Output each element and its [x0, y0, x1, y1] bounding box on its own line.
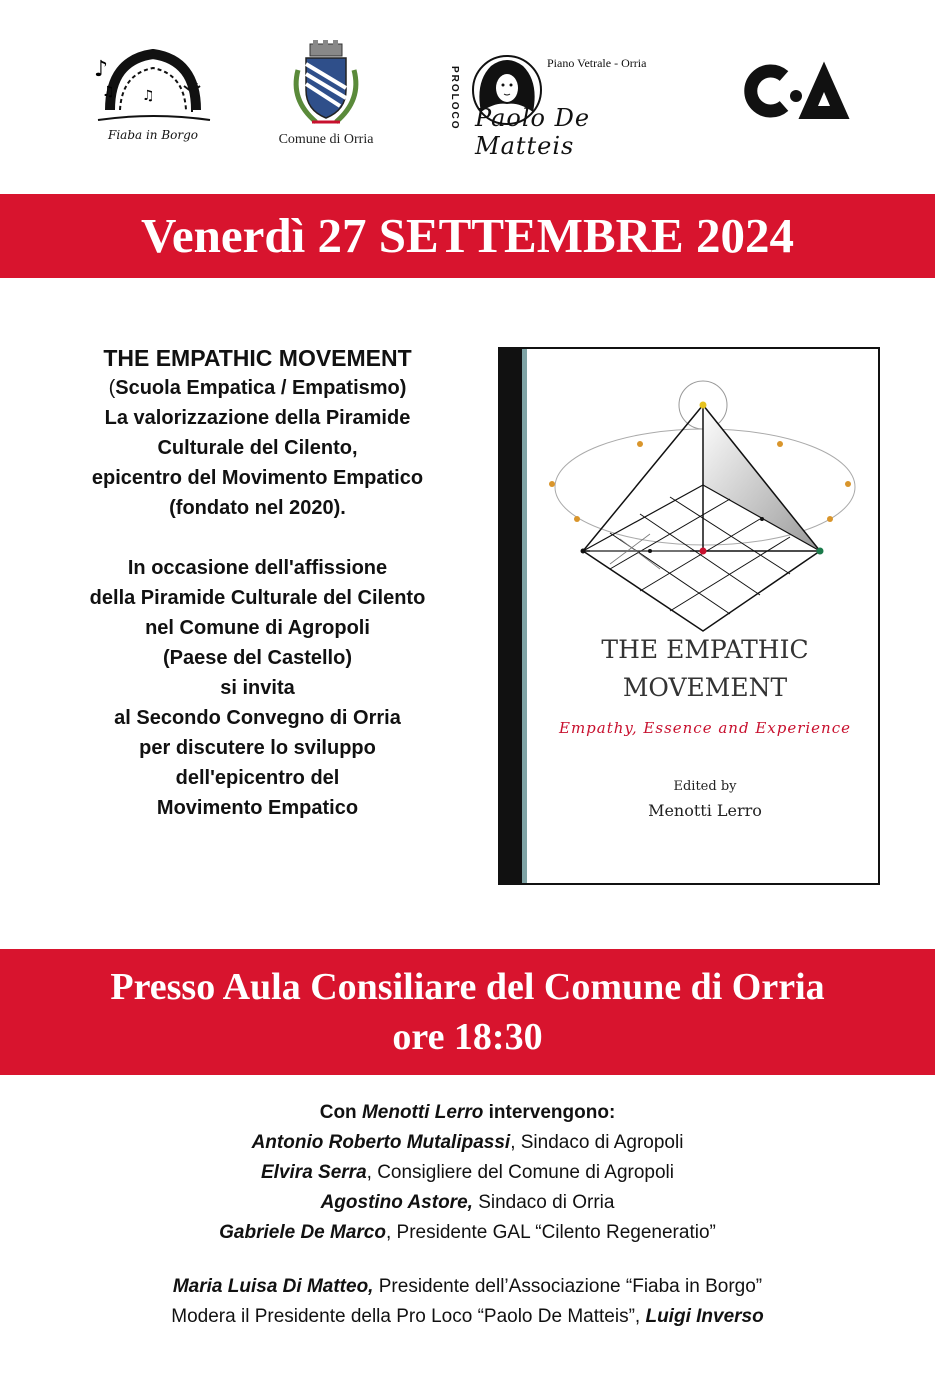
book-title-line2: MOVEMENT [622, 673, 788, 702]
ca-logo-mark [738, 60, 853, 122]
venue-banner [0, 949, 935, 1075]
invite-line: al Secondo Convegno di Orria [114, 707, 401, 729]
speakers-block [40, 1098, 895, 1332]
svg-text:♪: ♪ [94, 57, 109, 82]
intro-line: La valorizzazione della Piramide [104, 407, 411, 429]
invite-line: si invita [220, 677, 295, 699]
invite-line: della Piramide Culturale del Cilento [89, 587, 426, 609]
intro-text-block [40, 343, 475, 823]
book-spine-stripe [522, 349, 527, 883]
book-edited-by: Edited by [673, 779, 737, 794]
invite-line: dell'epicentro del [175, 767, 340, 789]
invite-line: nel Comune di Agropoli [145, 617, 370, 639]
closing-speaker: Maria Luisa Di Matteo, Presidente dell’Associazione “Fiaba in Borgo” [172, 1276, 763, 1297]
svg-text:♫: ♫ [142, 88, 155, 104]
book-subtitle: Empathy, Essence and Experience [559, 719, 851, 737]
intro-subtitle: (Scuola Empatica / Empatismo) [108, 377, 407, 399]
intro-line: epicentro del Movimento Empatico [91, 467, 424, 489]
book-cover [498, 347, 880, 885]
intro-line: Culturale del Cilento, [157, 437, 358, 459]
coat-of-arms-icon [266, 40, 386, 130]
speaker-item: Gabriele De Marco, Presidente GAL “Cilento Regeneratio” [219, 1222, 716, 1243]
intro-title: THE EMPATHIC MOVEMENT [103, 345, 412, 371]
fiaba-caption: Fiaba in Borgo [108, 128, 199, 142]
proloco-vertical-text: PROLOCO [449, 66, 460, 131]
ca-logo [738, 60, 853, 122]
proloco-top-text: Piano Vetrale - Orria [547, 56, 647, 70]
invite-line: Movimento Empatico [156, 797, 359, 819]
speaker-item: Elvira Serra, Consigliere del Comune di Agropoli [261, 1162, 674, 1183]
intro-line: (fondato nel 2020). [169, 497, 346, 519]
svg-text:♫: ♫ [102, 84, 115, 100]
moderator-line: Modera il Presidente della Pro Loco “Paolo De Matteis”, Luigi Inverso [171, 1306, 764, 1327]
venue-line: Presso Aula Consiliare del Comune di Orria [110, 966, 825, 1008]
book-title-line1: THE EMPATHIC [601, 635, 809, 664]
invite-line: In occasione dell'affissione [127, 557, 388, 579]
pyramid-illustration [540, 369, 860, 639]
comune-di-orria-logo [266, 40, 386, 152]
date-banner: Venerdì 27 SETTEMBRE 2024 [0, 194, 935, 278]
proloco-logo [449, 52, 675, 160]
speakers-intro: Con Menotti Lerro intervengono: [319, 1102, 616, 1123]
venue-time: ore 18:30 [392, 1016, 543, 1058]
fiaba-in-borgo-logo [88, 40, 218, 150]
book-author: Menotti Lerro [648, 801, 762, 820]
speaker-item: Agostino Astore, Sindaco di Orria [320, 1192, 615, 1213]
speaker-item: Antonio Roberto Mutalipassi, Sindaco di Agropoli [251, 1132, 684, 1153]
comune-caption: Comune di Orria [278, 132, 374, 147]
invite-line: per discutere lo sviluppo [139, 737, 376, 759]
proloco-script-text: Paolo De Matteis [475, 104, 591, 160]
logo-row [0, 30, 935, 160]
invite-line: (Paese del Castello) [163, 647, 352, 669]
